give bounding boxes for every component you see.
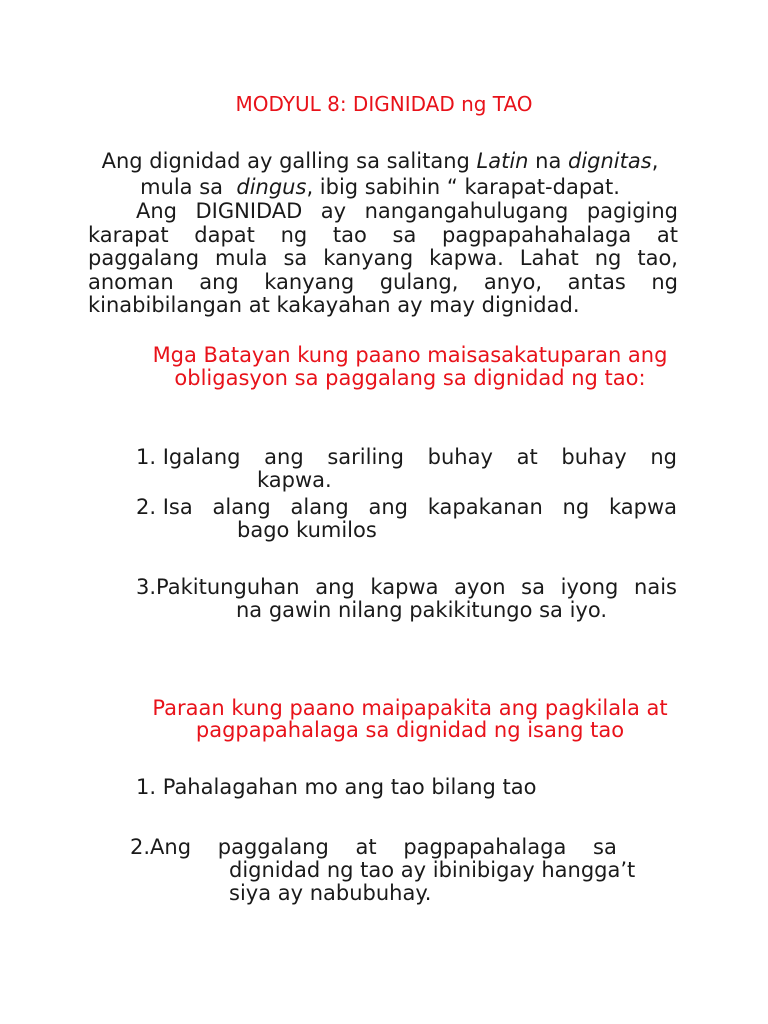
item-number: 2.: [130, 835, 151, 859]
item-text-continued: na gawin nilang pakikitungo sa iyo.: [236, 598, 608, 622]
item-number: 3.: [136, 575, 157, 599]
intro-text-part: na: [528, 149, 568, 173]
definition-paragraph: [88, 200, 678, 318]
dignitas-word: dignitas: [568, 149, 652, 173]
item-number: 1.: [136, 445, 163, 469]
item-text: Pahalagahan mo ang tao bilang tao: [162, 775, 537, 799]
intro-text-part: Ang dignidad ay galling sa salitang: [101, 149, 477, 173]
item-text: Ang paggalang at pagpapahalaga sa: [150, 835, 617, 859]
item-text-continued: kapwa.: [257, 468, 332, 492]
item-text-continued: bago kumilos: [237, 518, 377, 542]
dingus-word: dingus: [236, 175, 307, 199]
section-heading-paraan: Paraan kung paano maipapakita ang pagkilala at pagpapahalaga sa dignidad ng isang tao: [152, 696, 668, 742]
item-text-continued: siya ay nabubuhay.: [229, 881, 432, 905]
latin-word: Latin: [476, 149, 529, 173]
item-text: Isa alang alang ang kapakanan ng kapwa: [162, 495, 677, 519]
intro-text-part: ,: [651, 149, 659, 173]
list-item: [136, 496, 677, 542]
item-text: Pakitunguhan ang kapwa ayon sa iyong nais: [156, 575, 677, 599]
list-item: [136, 776, 677, 799]
intro-line-1: [60, 148, 700, 174]
item-text-continued: dignidad ng tao ay ibinibigay hangga’t: [229, 858, 636, 882]
item-number: 2.: [136, 495, 163, 519]
list-item: [130, 836, 677, 905]
item-number: 1.: [136, 775, 163, 799]
intro-text: [60, 148, 700, 200]
section-heading-batayan: Mga Batayan kung paano maisasakatuparan ang obligasyon sa paggalang sa dignidad ng tao:: [152, 343, 668, 390]
page-title: MODYUL 8: DIGNIDAD ng TAO: [235, 92, 533, 116]
intro-line-2: [60, 174, 700, 200]
intro-text-part: mula sa: [140, 175, 237, 199]
list-item: [136, 446, 677, 492]
definition-text: Ang DIGNIDAD ay nangangahulugang pagiging karapat dapat ng tao sa pagpapahahalaga at paggalang mula sa kanyang kapwa. Lahat ng tao, anoman ang kanyang gulang, anyo, antas ng kinabibilangan at kakayahan ay may dignidad.: [88, 199, 678, 317]
list-item: [136, 576, 677, 622]
intro-text-part: , ibig sabihin “ karapat-dapat.: [306, 175, 620, 199]
item-text: Igalang ang sariling buhay at buhay ng: [162, 445, 677, 469]
